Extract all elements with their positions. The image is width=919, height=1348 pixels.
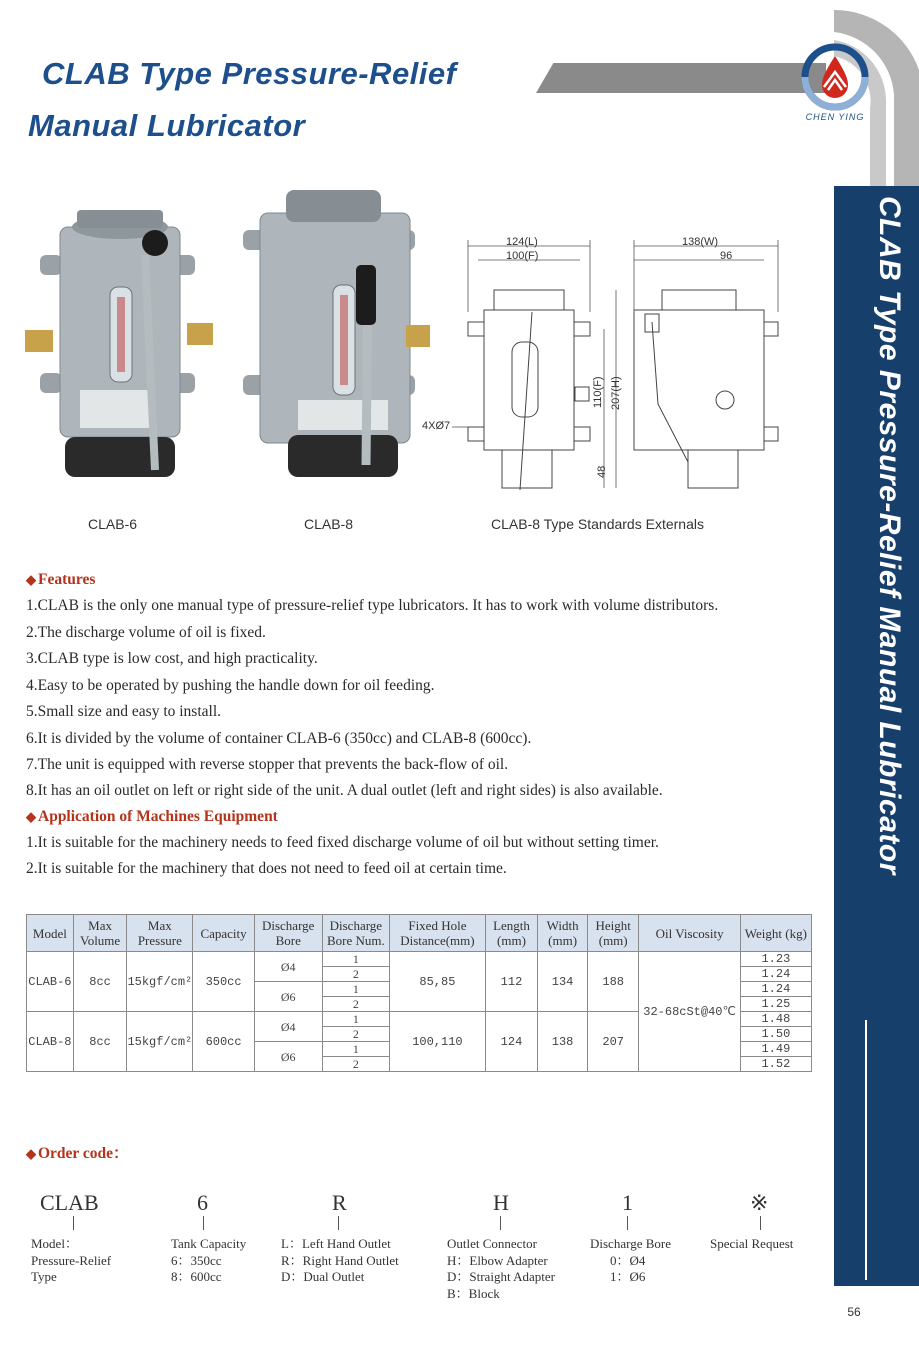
cell-bore: Ø4 [254,1012,322,1042]
code-tick [203,1216,204,1230]
cell-length: 124 [485,1012,538,1072]
dim-length: 124(L) [506,236,538,248]
cell-bore-num: 1 [322,1042,390,1057]
cell-length: 112 [485,952,538,1012]
application-item: 2.It is suitable for the machinery that does not need to feed oil at certain time. [26,860,507,877]
code-tick [627,1216,628,1230]
cell-height: 207 [587,1012,639,1072]
code-part-connector: H [493,1190,509,1215]
cell-weight: 1.23 [740,952,811,967]
cell-bore-num: 1 [322,982,390,997]
code-desc-capacity: Tank Capacity 6：350cc 8：600cc [171,1236,247,1284]
caption-clab-8: CLAB-8 [304,516,354,532]
th-bore: Discharge Bore [254,915,322,952]
application-heading: ◆ Application of Machines Equipment [26,808,278,825]
code-part-bore: 1 [622,1190,633,1215]
cell-bore: Ø6 [254,1042,322,1072]
cell-pressure: 15kgf/cm² [127,952,193,1012]
clab-8-photo [238,185,438,485]
dim-width: 138(W) [682,236,719,248]
th-capacity: Capacity [193,915,255,952]
code-desc-outlet: L：Left Hand Outlet R：Right Hand Outlet D：Dual Outlet [281,1236,399,1284]
spec-table [26,914,812,1072]
cell-bore-num: 2 [322,967,390,982]
page-title-line1: CLAB Type Pressure-Relief [42,56,457,91]
feature-item: 8.It has an oil outlet on left or right side of the unit. A dual outlet (left and right sides) is also available. [26,782,663,799]
th-length: Length (mm) [485,915,538,952]
code-desc-connector: Outlet Connector H：Elbow Adapter D：Straight Adapter B：Block [447,1236,555,1301]
caption-drawing: CLAB-8 Type Standards Externals [491,516,704,532]
cell-viscosity: 32-68cSt@40℃ [639,952,740,1072]
th-model: Model [27,915,74,952]
cell-weight: 1.49 [740,1042,811,1057]
cell-weight: 1.48 [740,1012,811,1027]
th-hole: Fixed Hole Distance(mm) [390,915,486,952]
code-part-special: ※ [750,1190,769,1215]
cell-volume: 8cc [73,1012,127,1072]
th-height: Height (mm) [587,915,639,952]
dim-fixed-height: 110(F) [592,376,604,408]
cell-model: CLAB-6 [27,952,74,1012]
cell-capacity: 350cc [193,952,255,1012]
code-tick [73,1216,74,1230]
table-header-row [27,915,812,952]
code-tick [338,1216,339,1230]
code-desc-model: Model： Pressure-Relief Type [31,1236,112,1284]
cell-weight: 1.50 [740,1027,811,1042]
th-weight: Weight (kg) [740,915,811,952]
feature-item: 1.CLAB is the only one manual type of pressure-relief type lubricators. It has to work with volume distributors. [26,597,719,614]
feature-item: 3.CLAB type is low cost, and high practicality. [26,650,318,667]
cell-bore: Ø6 [254,982,322,1012]
cell-weight: 1.24 [740,982,811,997]
side-band-rule [865,1020,867,1280]
code-tick [760,1216,761,1230]
feature-item: 7.The unit is equipped with reverse stopper that prevents the back-flow of oil. [26,756,509,773]
dim-base: 48 [596,465,608,478]
cell-height: 188 [587,952,639,1012]
page-number: 56 [847,1305,861,1319]
cell-bore-num: 2 [322,1027,390,1042]
cell-hole: 85,85 [390,952,486,1012]
cell-width: 138 [538,1012,588,1072]
dim-width-inner: 96 [720,250,733,262]
feature-item: 4.Easy to be operated by pushing the handle down for oil feeding. [26,677,435,694]
cell-bore: Ø4 [254,952,322,982]
code-desc-special: Special Request [710,1236,794,1251]
cell-hole: 100,110 [390,1012,486,1072]
code-part-outlet: R [332,1190,347,1215]
dim-holes: 4XØ7 [422,420,451,432]
cell-weight: 1.25 [740,997,811,1012]
features-heading: ◆ Features [26,571,96,588]
clab-6-photo [25,205,215,485]
code-tick [500,1216,501,1230]
cell-bore-num: 2 [322,1057,390,1072]
cell-bore-num: 1 [322,1012,390,1027]
table-row [27,952,812,967]
brand-name: CHEN YING [805,112,865,122]
th-bore-num: Discharge Bore Num. [322,915,390,952]
feature-item: 5.Small size and easy to install. [26,703,222,720]
side-title: CLAB Type Pressure-Relief Manual Lubricator [873,196,906,875]
code-part-model: CLAB [40,1190,99,1215]
caption-clab-6: CLAB-6 [88,516,138,532]
dim-height: 207(H) [610,376,622,410]
order-code-heading: ◆ Order code： [26,1145,129,1162]
code-part-capacity: 6 [197,1190,208,1215]
page-title-line2: Manual Lubricator [28,108,306,143]
cell-weight: 1.52 [740,1057,811,1072]
code-desc-bore: Discharge Bore 0：Ø4 1：Ø6 [590,1236,671,1284]
dimension-drawing [420,232,790,502]
cell-bore-num: 2 [322,997,390,1012]
cell-weight: 1.24 [740,967,811,982]
th-width: Width (mm) [538,915,588,952]
dim-fixed-length: 100(F) [506,250,539,262]
cell-capacity: 600cc [193,1012,255,1072]
cell-width: 134 [538,952,588,1012]
application-item: 1.It is suitable for the machinery needs to feed fixed discharge volume of oil but without setting timer. [26,834,659,851]
cell-bore-num: 1 [322,952,390,967]
title-bar-decoration [536,63,826,93]
th-volume: Max Volume [73,915,127,952]
th-viscosity: Oil Viscosity [639,915,740,952]
cell-pressure: 15kgf/cm² [127,1012,193,1072]
feature-item: 6.It is divided by the volume of container CLAB-6 (350cc) and CLAB-8 (600cc). [26,730,532,747]
feature-item: 2.The discharge volume of oil is fixed. [26,624,266,641]
cell-model: CLAB-8 [27,1012,74,1072]
th-pressure: Max Pressure [127,915,193,952]
cell-volume: 8cc [73,952,127,1012]
chen-ying-logo-icon [800,42,870,112]
